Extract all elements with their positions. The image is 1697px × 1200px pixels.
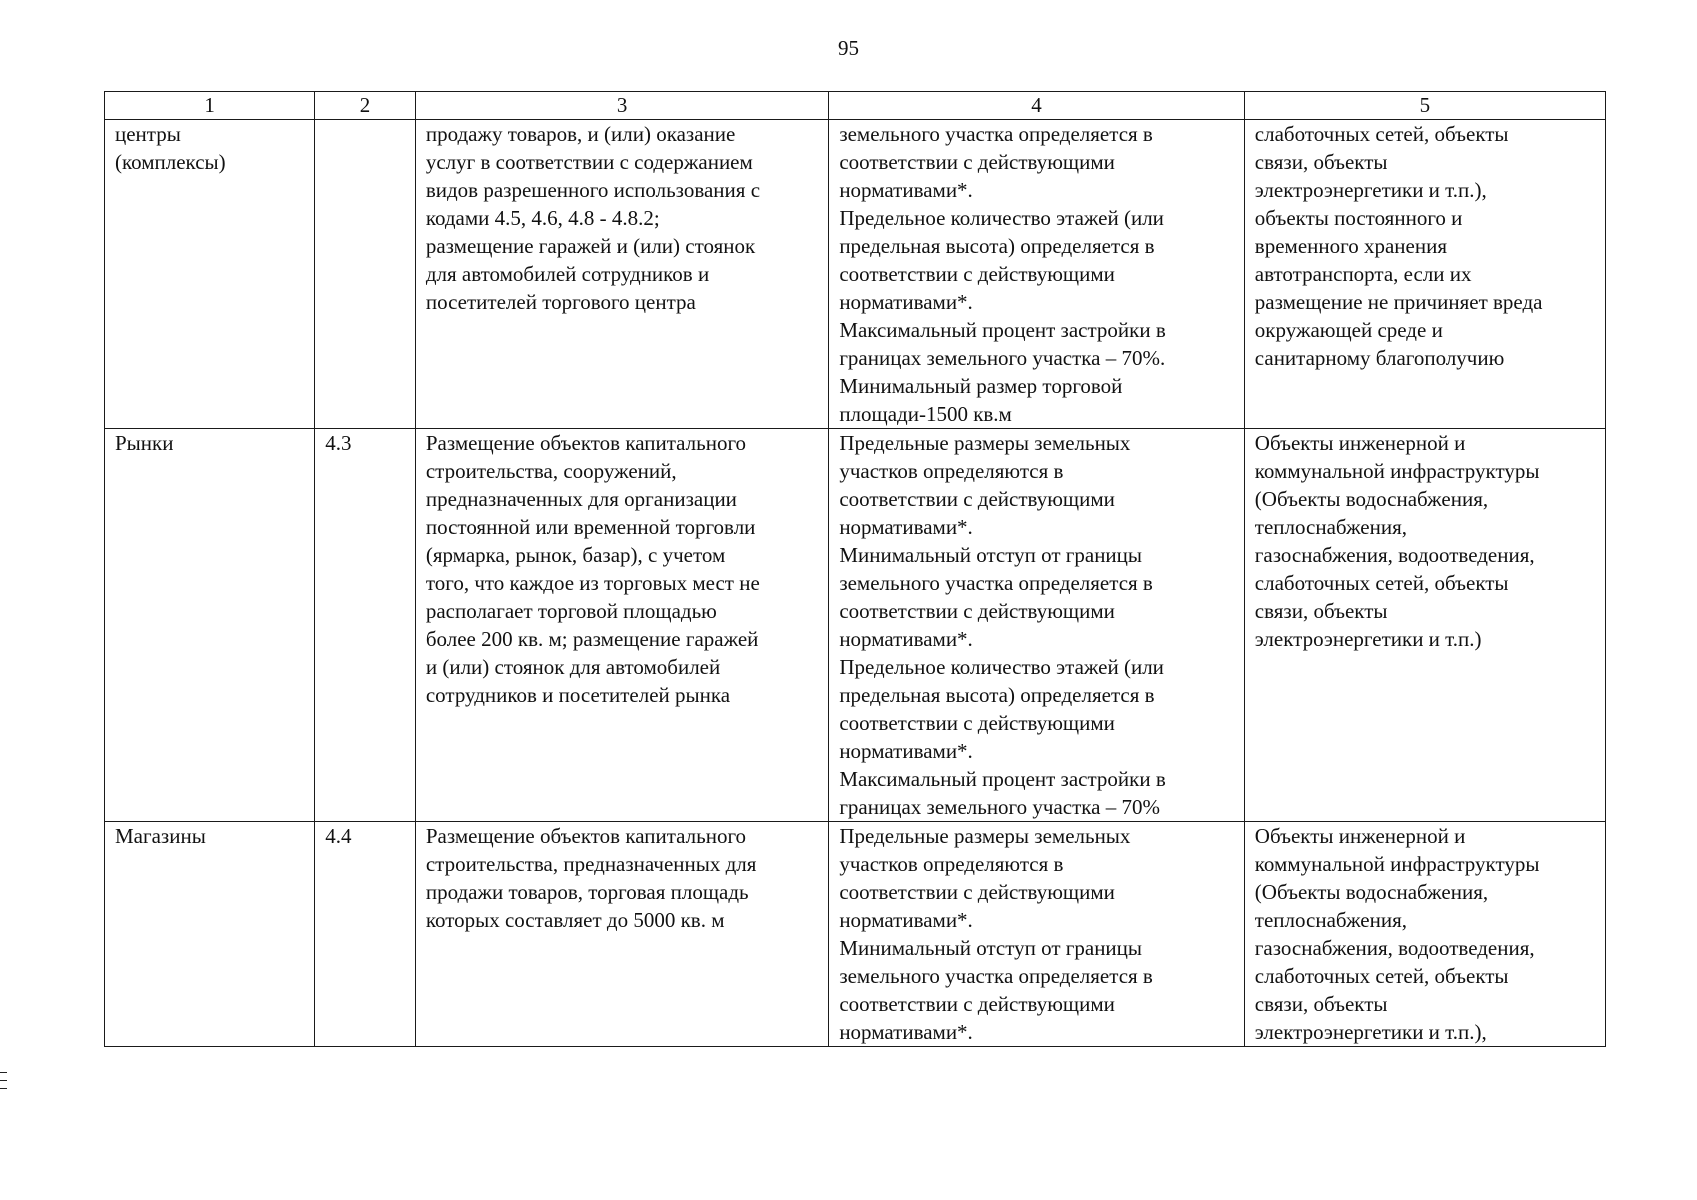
cell-text-line: нормативами*. (839, 627, 973, 651)
cell-text-line: услуг в соответствии с содержанием (425, 150, 753, 174)
cell-text-line: земельного участка определяется в (839, 571, 1153, 595)
cell-text-line: электроэнергетики и т.п.) (1254, 627, 1482, 651)
cell-text-line: нормативами*. (839, 290, 973, 314)
cell-text-line: постоянной или временной торговли (425, 515, 756, 539)
cell-text-line: (ярмарка, рынок, базар), с учетом (425, 543, 726, 567)
cell-text-line: соответствии с действующими (839, 599, 1115, 623)
cell-text-line: нормативами*. (839, 515, 973, 539)
cell-text-line: соответствии с действующими (839, 487, 1115, 511)
cell-text-line: нормативами*. (839, 739, 973, 763)
cell-text-line: Размещение объектов капитального (425, 431, 747, 455)
cell-text-line: Максимальный процент застройки в (839, 318, 1166, 342)
cell-description (415, 822, 828, 1047)
cell-text-line: газоснабжения, водоотведения, (1254, 936, 1535, 960)
cell-text-line: продажи товаров, торговая площадь (425, 880, 749, 904)
cell-text-line: предельная высота) определяется в (839, 234, 1155, 258)
table-header-row (105, 92, 1606, 120)
cell-text-line: Предельное количество этажей (или (839, 655, 1164, 679)
cell-text-line: и (или) стоянок для автомобилей (425, 655, 721, 679)
cell-text-line: размещение не причиняет вреда (1254, 290, 1543, 314)
cell-text-line: нормативами*. (839, 1020, 973, 1044)
column-header-2: 2 (315, 92, 416, 120)
cell-text-line: для автомобилей сотрудников и (425, 262, 710, 286)
cell-text-line: Объекты инженерной и (1254, 431, 1466, 455)
margin-marks (0, 1072, 8, 1096)
column-header-3: 3 (415, 92, 828, 120)
cell-text-line: размещение гаражей и (или) стоянок (425, 234, 756, 258)
cell-auxiliary-uses (1244, 822, 1605, 1047)
cell-text-line: связи, объекты (1254, 150, 1388, 174)
cell-code (315, 429, 416, 822)
cell-text-line: теплоснабжения, (1254, 908, 1408, 932)
cell-text-line: слаботочных сетей, объекты (1254, 122, 1509, 146)
cell-text-line: временного хранения (1254, 234, 1447, 258)
cell-text-line: видов разрешенного использования с (425, 178, 761, 202)
cell-text-line: 4.3 (325, 431, 352, 455)
cell-text-line: Предельные размеры земельных (839, 431, 1131, 455)
cell-text-line: слаботочных сетей, объекты (1254, 571, 1509, 595)
cell-text-line: связи, объекты (1254, 992, 1388, 1016)
cell-text-line: посетителей торгового центра (425, 290, 696, 314)
cell-text-line: окружающей среде и (1254, 318, 1443, 342)
margin-mark (0, 1080, 7, 1081)
cell-text-line: соответствии с действующими (839, 880, 1115, 904)
table-row (105, 822, 1606, 1047)
cell-text-line: электроэнергетики и т.п.), (1254, 1020, 1487, 1044)
cell-text-line: слаботочных сетей, объекты (1254, 964, 1509, 988)
cell-text-line: коммунальной инфраструктуры (1254, 459, 1540, 483)
cell-text-line: (Объекты водоснабжения, (1254, 487, 1489, 511)
cell-parameters (829, 429, 1244, 822)
cell-use-type (105, 120, 315, 429)
cell-description (415, 120, 828, 429)
column-header-4: 4 (829, 92, 1244, 120)
cell-text-line: земельного участка определяется в (839, 122, 1153, 146)
cell-text-line: Объекты инженерной и (1254, 824, 1466, 848)
cell-text-line: Максимальный процент застройки в (839, 767, 1166, 791)
cell-text-line: земельного участка определяется в (839, 964, 1153, 988)
cell-text-line: 4.4 (325, 824, 352, 848)
cell-text-line: границах земельного участка – 70% (839, 795, 1160, 819)
cell-auxiliary-uses (1244, 120, 1605, 429)
cell-text-line: санитарному благополучию (1254, 346, 1505, 370)
cell-text-line: Минимальный размер торговой (839, 374, 1123, 398)
cell-text-line: Минимальный отступ от границы (839, 936, 1143, 960)
cell-parameters (829, 120, 1244, 429)
cell-text-line: соответствии с действующими (839, 262, 1115, 286)
cell-text-line: (Объекты водоснабжения, (1254, 880, 1489, 904)
cell-text-line: (комплексы) (115, 150, 226, 174)
cell-text-line: связи, объекты (1254, 599, 1388, 623)
cell-text-line: предельная высота) определяется в (839, 683, 1155, 707)
cell-text-line: Магазины (115, 824, 206, 848)
cell-text-line: предназначенных для организации (425, 487, 737, 511)
cell-text-line: участков определяются в (839, 459, 1064, 483)
cell-text-line: строительства, предназначенных для (425, 852, 757, 876)
cell-text-line: соответствии с действующими (839, 711, 1115, 735)
cell-text-line: Размещение объектов капитального (425, 824, 747, 848)
table-row (105, 120, 1606, 429)
cell-text-line: Рынки (115, 431, 174, 455)
page-number: 95 (838, 36, 859, 60)
cell-text-line: нормативами*. (839, 908, 973, 932)
table-row (105, 429, 1606, 822)
cell-text-line: газоснабжения, водоотведения, (1254, 543, 1535, 567)
cell-code (315, 822, 416, 1047)
cell-text-line: которых составляет до 5000 кв. м (425, 908, 725, 932)
cell-text-line: соответствии с действующими (839, 992, 1115, 1016)
cell-text-line: коммунальной инфраструктуры (1254, 852, 1540, 876)
regulations-table (104, 91, 1606, 1047)
column-header-5: 5 (1244, 92, 1605, 120)
column-header-1: 1 (105, 92, 315, 120)
cell-text-line: более 200 кв. м; размещение гаражей (425, 627, 759, 651)
cell-text-line: сотрудников и посетителей рынка (425, 683, 731, 707)
cell-code (315, 120, 416, 429)
cell-use-type (105, 822, 315, 1047)
cell-description (415, 429, 828, 822)
cell-text-line: соответствии с действующими (839, 150, 1115, 174)
cell-text-line: электроэнергетики и т.п.), (1254, 178, 1487, 202)
cell-text-line: теплоснабжения, (1254, 515, 1408, 539)
cell-use-type (105, 429, 315, 822)
cell-parameters (829, 822, 1244, 1047)
cell-text-line: Предельные размеры земельных (839, 824, 1131, 848)
cell-text-line: Предельное количество этажей (или (839, 206, 1164, 230)
cell-text-line: Минимальный отступ от границы (839, 543, 1143, 567)
cell-text-line: участков определяются в (839, 852, 1064, 876)
cell-text-line: продажу товаров, и (или) оказание (425, 122, 736, 146)
cell-text-line: автотранспорта, если их (1254, 262, 1472, 286)
cell-text-line: располагает торговой площадью (425, 599, 717, 623)
cell-text-line: строительства, сооружений, (425, 459, 677, 483)
cell-text-line: нормативами*. (839, 178, 973, 202)
margin-mark (0, 1072, 7, 1073)
cell-text-line: границах земельного участка – 70%. (839, 346, 1166, 370)
cell-auxiliary-uses (1244, 429, 1605, 822)
cell-text-line: площади-1500 кв.м (839, 402, 1012, 426)
cell-text-line: центры (115, 122, 181, 146)
cell-text-line: объекты постоянного и (1254, 206, 1463, 230)
cell-text-line: того, что каждое из торговых мест не (425, 571, 760, 595)
cell-text-line: кодами 4.5, 4.6, 4.8 - 4.8.2; (425, 206, 660, 230)
margin-mark (0, 1088, 7, 1089)
